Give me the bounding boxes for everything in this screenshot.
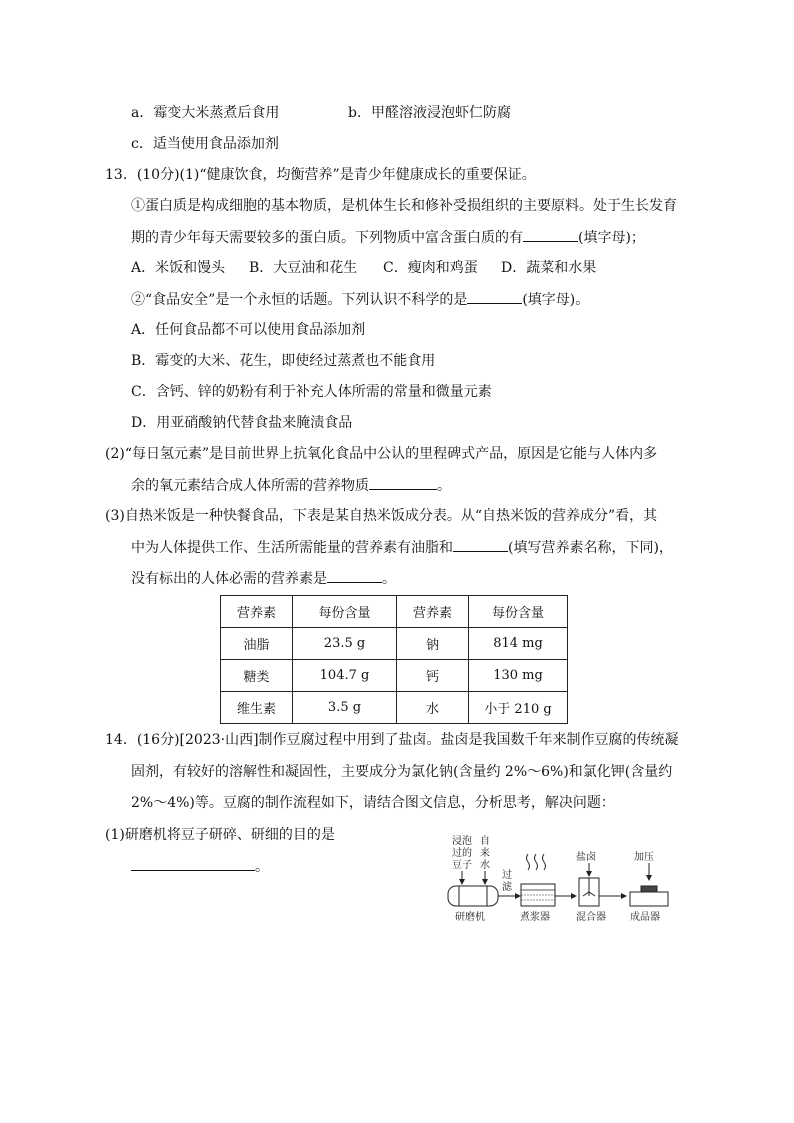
diagram-label-water-1: 自 — [480, 836, 490, 847]
q14-line2: 固剂，有较好的溶解性和凝固性，主要成分为氯化钠(含量约 2%～6%)和氯化钾(含量约 — [131, 764, 673, 780]
diagram-label-product: 成品器 — [630, 912, 660, 923]
diagram-label-boiler: 煮浆器 — [520, 912, 550, 923]
table-cell: 钙 — [397, 660, 469, 692]
q13-part3-text: 中为人体提供工作、生活所需能量的营养素有油脂和 — [131, 540, 453, 556]
q14-line3: 2%～4%)等。豆腐的制作流程如下，请结合图文信息，分析思考，解决问题： — [131, 795, 615, 811]
q13-p2-option-c: C．含钙、锌的奶粉有利于补充人体所需的常量和微量元素 — [131, 384, 492, 400]
q12-option-c: c．适当使用食品添加剂 — [131, 136, 279, 152]
q14-line1: 14．(16分)[2023·山西]制作豆腐过程中用到了盐卤。盐卤是我国数千年来制作豆腐的传统凝 — [105, 732, 679, 748]
q13-p1-option-b: B．大豆油和花生 — [249, 260, 358, 276]
table-header-row — [221, 596, 568, 628]
q13-header: 13．(10分)(1)“健康饮食，均衡营养”是青少年健康成长的重要保证。 — [105, 167, 536, 183]
table-cell: 104.7 g — [293, 660, 397, 692]
diagram-label-grinder: 研磨机 — [455, 912, 485, 923]
q13-part2-text: 余的氧元素结合成人体所需的营养物质 — [131, 478, 369, 494]
q13-p1-option-d: D．蔬菜和水果 — [501, 260, 597, 276]
mixer-shape — [579, 878, 599, 906]
answer-blank[interactable] — [327, 568, 382, 583]
diagram-label-soak-2: 过的 — [452, 848, 472, 859]
tofu-process-diagram — [440, 832, 680, 928]
table-cell: 糖类 — [221, 660, 293, 692]
q13-part2-line1: (2)“每日氢元素”是目前世界上抗氧化食品中公认的里程碑式产品，原因是它能与人体内多 — [105, 446, 658, 462]
table-cell: 钠 — [397, 628, 469, 660]
q13-p1-line1: ①蛋白质是构成细胞的基本物质，是机体生长和修补受损组织的主要原料。处于生长发育 — [131, 198, 677, 214]
q13-part3-line2 — [131, 537, 673, 558]
answer-blank[interactable] — [467, 289, 522, 304]
table-row — [221, 692, 568, 724]
diagram-label-filter-1: 过 — [502, 870, 512, 881]
q13-p1-line2-tail: (填字母)； — [578, 230, 645, 246]
diagram-label-water-3: 水 — [480, 860, 490, 871]
diagram-label-pressure: 加压 — [634, 852, 654, 863]
q13-part2-line2 — [131, 475, 451, 496]
q12-option-a: a．霉变大米蒸煮后食用 — [131, 105, 280, 121]
boiler-shape — [521, 854, 555, 906]
q13-p2-line — [131, 289, 589, 310]
q13-part3-line3-text: 没有标出的人体必需的营养素是 — [131, 571, 327, 587]
answer-blank[interactable] — [453, 537, 508, 552]
press-shape — [630, 886, 668, 906]
table-header: 每份含量 — [469, 596, 568, 628]
q13-part3-line3-tail: 。 — [382, 571, 396, 587]
table-header: 营养素 — [397, 596, 469, 628]
q12-option-b: b．甲醛溶液浸泡虾仁防腐 — [348, 105, 511, 121]
q13-part3-line1: (3)自热米饭是一种快餐食品，下表是某自热米饭成分表。从“自热米饭的营养成分”看，其 — [105, 508, 658, 524]
answer-blank[interactable] — [523, 227, 578, 242]
q13-p1-option-c: C．瘦肉和鸡蛋 — [383, 260, 478, 276]
table-cell: 小于 210 g — [469, 692, 568, 724]
answer-blank[interactable] — [131, 856, 255, 871]
q13-p2-option-a: A．任何食品都不可以使用食品添加剂 — [131, 322, 366, 338]
q13-p2-option-b: B．霉变的大米、花生，即使经过蒸煮也不能食用 — [131, 353, 436, 369]
table-header: 每份含量 — [293, 596, 397, 628]
table-cell: 3.5 g — [293, 692, 397, 724]
table-row — [221, 660, 568, 692]
table-cell: 23.5 g — [293, 628, 397, 660]
q13-p1-option-a: A．米饭和馒头 — [131, 260, 226, 276]
q13-p2-option-d: D．用亚硝酸钠代替食盐来腌渍食品 — [131, 415, 353, 431]
q13-part3-tail: (填写营养素名称，下同)， — [508, 540, 673, 556]
diagram-label-brine: 盐卤 — [576, 852, 596, 863]
q13-p2-tail: (填字母)。 — [522, 292, 590, 308]
q13-part3-line3 — [131, 568, 396, 589]
q14-part1-tail: 。 — [255, 859, 269, 875]
q13-part2-tail: 。 — [437, 478, 451, 494]
q13-p1-line2-text: 期的青少年每天需要较多的蛋白质。下列物质中富含蛋白质的有 — [131, 230, 523, 246]
table-cell: 油脂 — [221, 628, 293, 660]
q14-part1-line1: (1)研磨机将豆子研碎、研细的目的是 — [105, 827, 335, 843]
grinder-shape — [448, 886, 498, 906]
table-header: 营养素 — [221, 596, 293, 628]
answer-blank[interactable] — [369, 475, 437, 490]
table-cell: 814 mg — [469, 628, 568, 660]
q13-p1-line2 — [131, 227, 645, 248]
q13-p2-text: ②“食品安全”是一个永恒的话题。下列认识不科学的是 — [131, 292, 468, 308]
table-row — [221, 628, 568, 660]
table-cell: 水 — [397, 692, 469, 724]
table-cell: 130 mg — [469, 660, 568, 692]
diagram-label-soak-3: 豆子 — [452, 860, 472, 871]
table-cell: 维生素 — [221, 692, 293, 724]
q14-part1-line2 — [131, 856, 269, 877]
nutrition-table — [220, 595, 568, 724]
diagram-label-filter-2: 滤 — [502, 882, 512, 893]
diagram-label-mixer: 混合器 — [576, 912, 606, 923]
diagram-label-soak-1: 浸泡 — [452, 836, 472, 847]
diagram-label-water-2: 来 — [480, 848, 490, 859]
